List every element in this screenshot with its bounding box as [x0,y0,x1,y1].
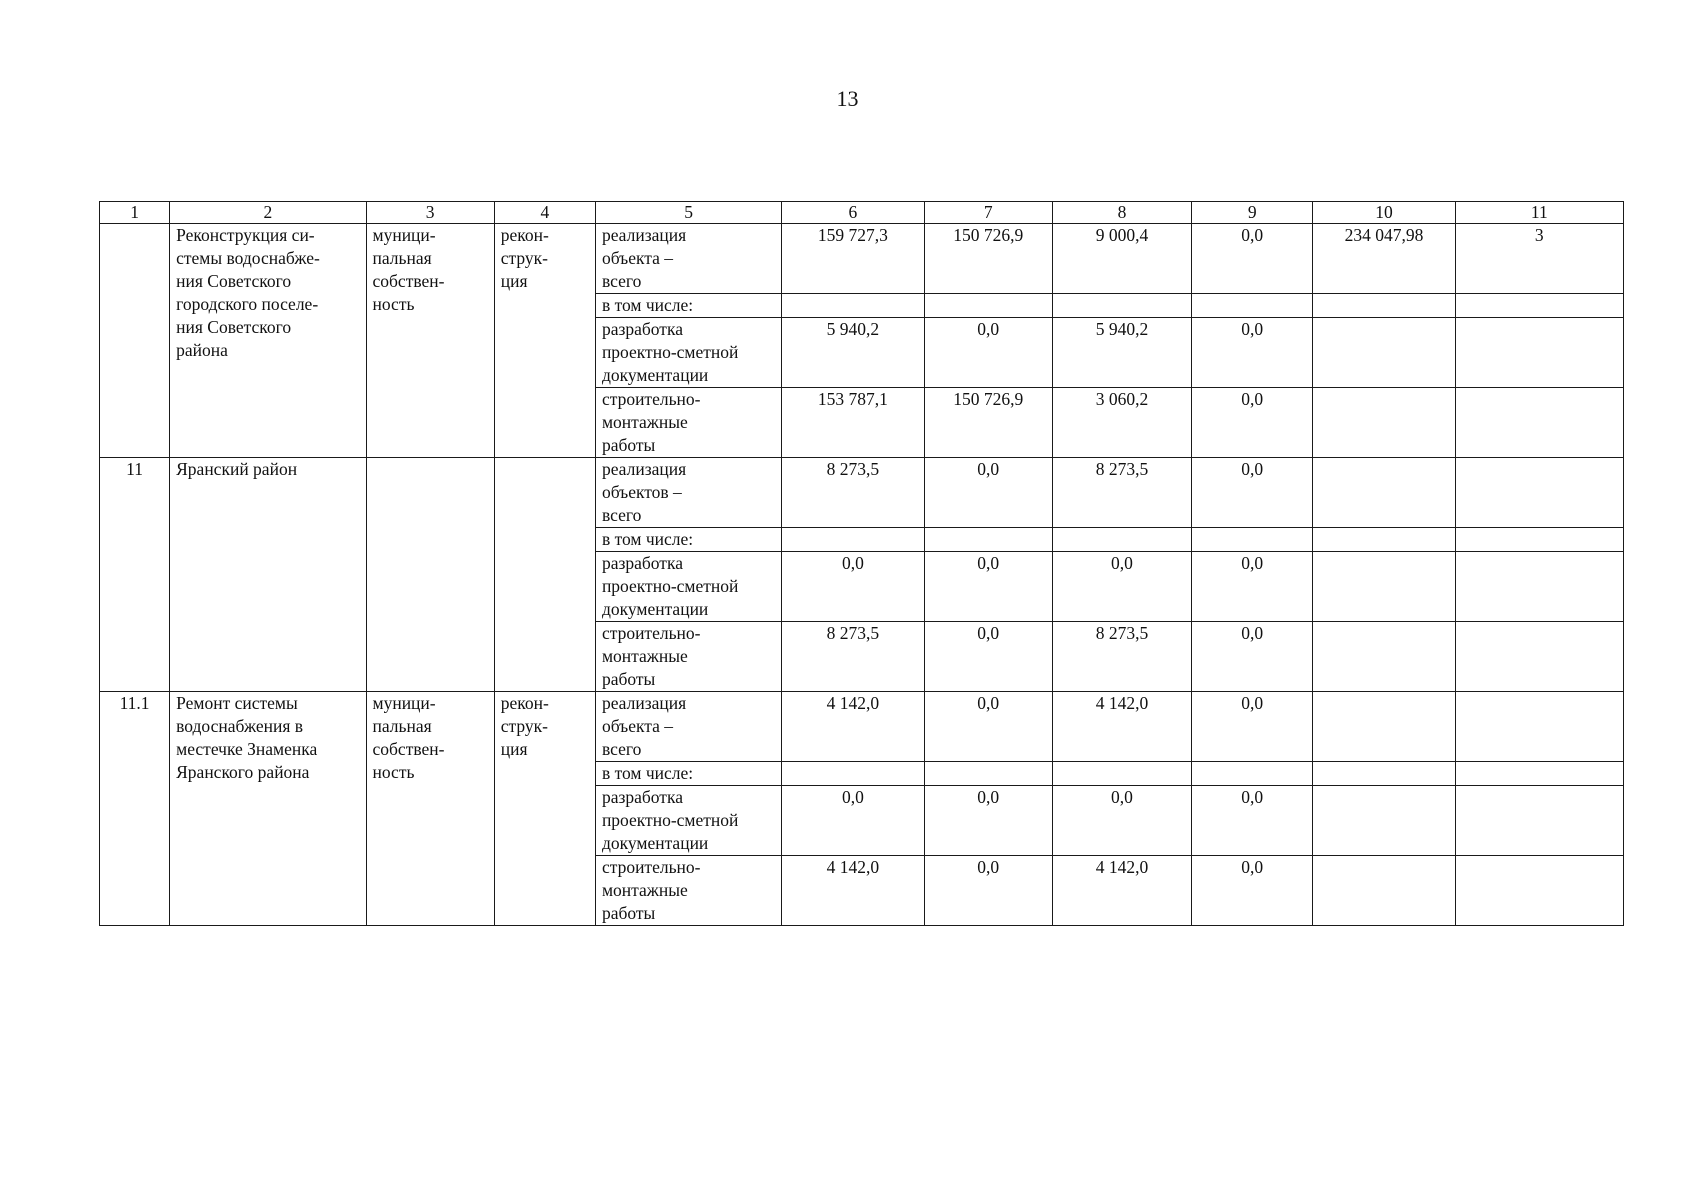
value-cell: 0,0 [782,552,924,622]
value-cell [1455,622,1623,692]
value-cell [924,762,1052,786]
value-cell [1052,762,1191,786]
value-cell: 0,0 [924,786,1052,856]
col-header: 6 [782,202,924,224]
value-cell: 3 [1455,224,1623,294]
cost-description: в том числе: [595,762,781,786]
value-cell: 8 273,5 [1052,622,1191,692]
cost-description: в том числе: [595,294,781,318]
value-cell [1455,528,1623,552]
value-cell [1052,294,1191,318]
value-cell: 153 787,1 [782,388,924,458]
value-cell: 0,0 [924,692,1052,762]
value-cell [1455,458,1623,528]
value-cell [1313,692,1455,762]
value-cell [1313,786,1455,856]
value-cell: 234 047,98 [1313,224,1455,294]
ownership: муници- пальная собствен- ность [366,224,494,458]
value-cell: 9 000,4 [1052,224,1191,294]
value-cell: 0,0 [1192,622,1313,692]
cost-description: реализация объектов – всего [595,458,781,528]
page-number: 13 [836,86,859,111]
value-cell: 0,0 [1192,856,1313,926]
value-cell [1313,318,1455,388]
col-header: 3 [366,202,494,224]
value-cell: 3 060,2 [1052,388,1191,458]
value-cell: 0,0 [782,786,924,856]
cost-description: строительно- монтажные работы [595,388,781,458]
value-cell [1313,458,1455,528]
value-cell [1455,856,1623,926]
value-cell [1313,622,1455,692]
cost-description: разработка проектно-сметной документации [595,552,781,622]
value-cell: 5 940,2 [1052,318,1191,388]
value-cell: 0,0 [1192,388,1313,458]
value-cell [1313,762,1455,786]
item-number [100,224,170,458]
value-cell [1455,786,1623,856]
value-cell: 0,0 [1192,552,1313,622]
col-header: 11 [1455,202,1623,224]
value-cell: 0,0 [1192,458,1313,528]
value-cell: 0,0 [1052,786,1191,856]
col-header: 7 [924,202,1052,224]
col-header: 10 [1313,202,1455,224]
value-cell: 0,0 [1192,318,1313,388]
value-cell: 4 142,0 [782,856,924,926]
value-cell [1455,294,1623,318]
value-cell [782,294,924,318]
value-cell: 8 273,5 [1052,458,1191,528]
value-cell [1455,318,1623,388]
value-cell: 150 726,9 [924,388,1052,458]
work-type [494,458,595,692]
ownership [366,458,494,692]
value-cell: 0,0 [1052,552,1191,622]
col-header: 1 [100,202,170,224]
work-type: рекон- струк- ция [494,692,595,926]
value-cell: 159 727,3 [782,224,924,294]
col-header: 9 [1192,202,1313,224]
object-name: Реконструкция си- стемы водоснабже- ния Советского городского поселе- ния Советского района [170,224,366,458]
row-total [100,692,1624,762]
cost-description: реализация объекта – всего [595,224,781,294]
item-number: 11 [100,458,170,692]
value-cell: 5 940,2 [782,318,924,388]
value-cell [924,294,1052,318]
value-cell [1313,552,1455,622]
value-cell: 8 273,5 [782,458,924,528]
value-cell [1455,388,1623,458]
row-total [100,458,1624,528]
value-cell: 0,0 [1192,224,1313,294]
value-cell: 0,0 [1192,692,1313,762]
value-cell [1052,528,1191,552]
cost-description: в том числе: [595,528,781,552]
value-cell [1455,692,1623,762]
table-body [100,202,1624,926]
value-cell: 4 142,0 [1052,856,1191,926]
value-cell [1313,388,1455,458]
value-cell [1455,552,1623,622]
cost-description: разработка проектно-сметной документации [595,786,781,856]
value-cell: 4 142,0 [782,692,924,762]
object-name: Яранский район [170,458,366,692]
financing-table [99,201,1624,926]
value-cell [1313,856,1455,926]
ownership: муници- пальная собствен- ность [366,692,494,926]
item-number: 11.1 [100,692,170,926]
value-cell [1455,762,1623,786]
row-total [100,224,1624,294]
value-cell [1192,294,1313,318]
value-cell [1313,528,1455,552]
value-cell: 0,0 [924,552,1052,622]
object-name: Ремонт системы водоснабжения в местечке Знаменка Яранского района [170,692,366,926]
value-cell [924,528,1052,552]
value-cell [782,528,924,552]
value-cell: 0,0 [924,856,1052,926]
col-header: 8 [1052,202,1191,224]
value-cell: 0,0 [924,458,1052,528]
cost-description: строительно- монтажные работы [595,622,781,692]
col-header: 4 [494,202,595,224]
cost-description: реализация объекта – всего [595,692,781,762]
col-header: 2 [170,202,366,224]
value-cell [1192,762,1313,786]
value-cell: 0,0 [1192,786,1313,856]
value-cell: 150 726,9 [924,224,1052,294]
value-cell [782,762,924,786]
col-header: 5 [595,202,781,224]
column-number-row [100,202,1624,224]
value-cell: 0,0 [924,318,1052,388]
value-cell: 4 142,0 [1052,692,1191,762]
value-cell [1313,294,1455,318]
cost-description: разработка проектно-сметной документации [595,318,781,388]
value-cell: 8 273,5 [782,622,924,692]
work-type: рекон- струк- ция [494,224,595,458]
value-cell: 0,0 [924,622,1052,692]
value-cell [1192,528,1313,552]
cost-description: строительно- монтажные работы [595,856,781,926]
